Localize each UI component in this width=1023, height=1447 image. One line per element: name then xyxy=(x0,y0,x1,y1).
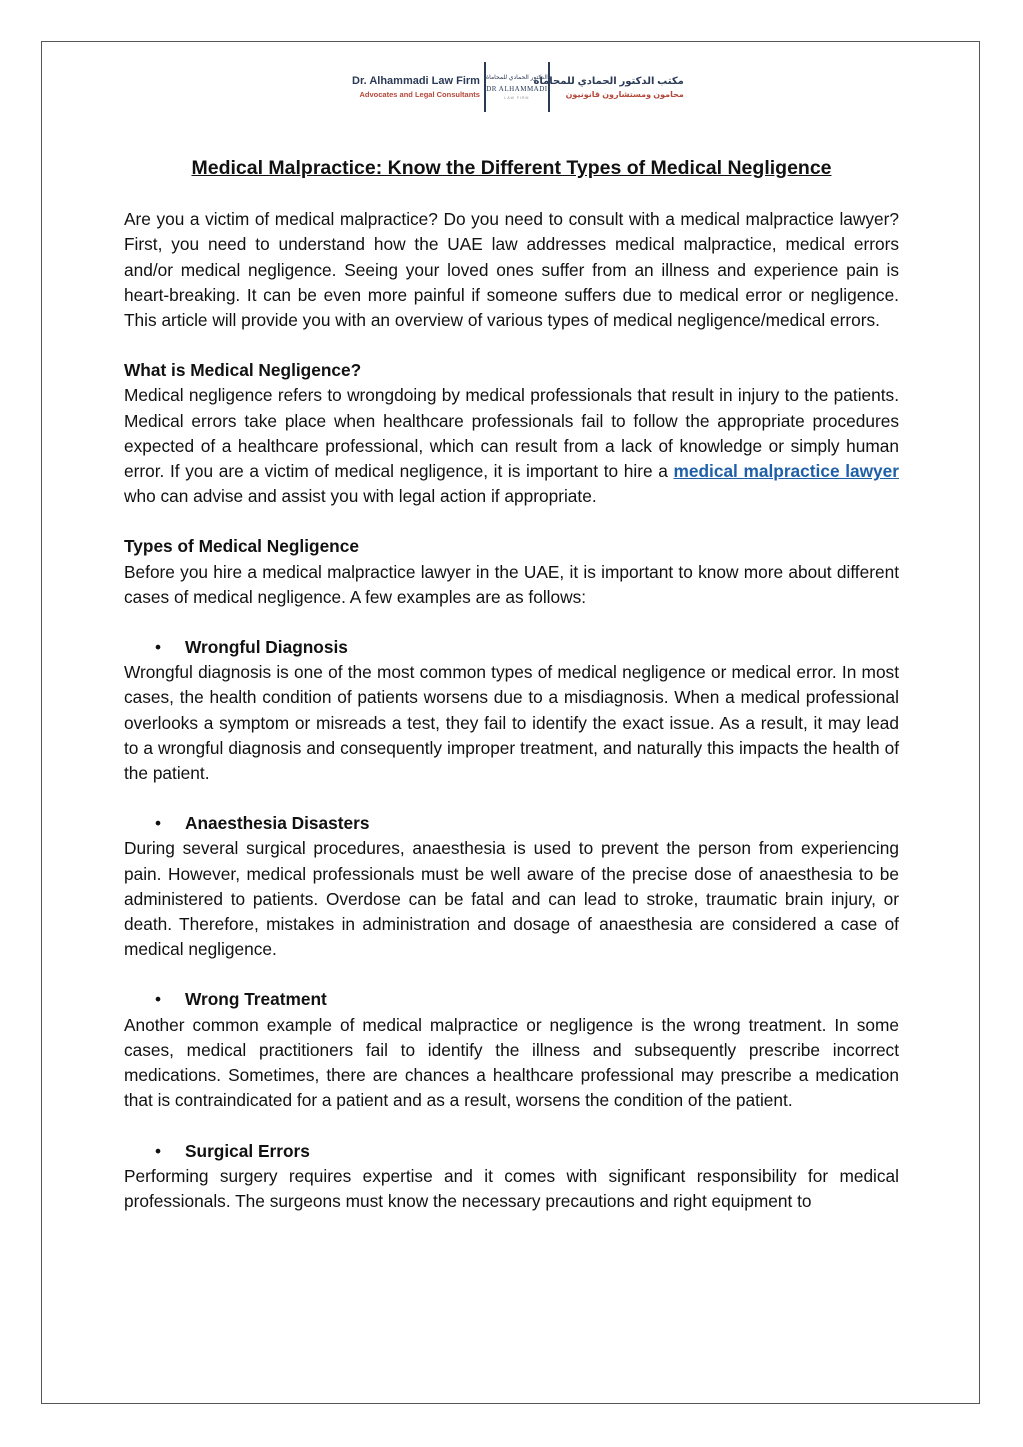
bullet-heading-anaesthesia-disasters xyxy=(124,811,899,836)
intro-paragraph: Are you a victim of medical malpractice? Do you need to consult with a medical malpractice lawyer? First, you need to understand how the UAE law addresses medical malpractice, medical errors and/or medical negligence. Seeing your loved ones suffer from an illness and experience pain is heart-breaking. It can be even more painful if someone suffers due to medical error or negligence. This article will provide you with an overview of various types of medical negligence/medical errors. xyxy=(124,209,899,331)
logo-arabic-tagline: محامون ومستشارون قانونيون xyxy=(565,89,684,99)
firm-logo xyxy=(352,60,682,114)
bullet-icon: • xyxy=(155,813,162,834)
bullet-paragraph-anaesthesia-disasters: During several surgical procedures, anaesthesia is used to prevent the person from experiencing pain. However, medical professionals must be well aware of the precise dose of anaesthesia to be administered to patients. Overdose can be fatal and can lead to stroke, traumatic brain injury, or death. Therefore, mistakes in administration and dosage of anaesthesia are considered a case of medical negligence. xyxy=(124,838,899,960)
logo-mark xyxy=(484,62,550,112)
section-heading-what: What is Medical Negligence? xyxy=(124,360,362,381)
bullet-paragraph-wrong-treatment: Another common example of medical malpractice or negligence is the wrong treatment. In some cases, medical practitioners fail to identify the illness and subsequently prescribe incorrect medications. Sometimes, there are chances a healthcare professional may prescribe a medication that is contraindicated for a patient and as a result, worsens the condition of the patient. xyxy=(124,1014,899,1111)
logo-firm-name: Dr. Alhammadi Law Firm xyxy=(352,75,480,87)
bullet-title: Wrongful Diagnosis xyxy=(185,637,348,658)
logo-mark-arabic: الدكتور الحمادي للمحاماة xyxy=(485,75,548,81)
bullet-heading-surgical-errors xyxy=(124,1139,899,1164)
medical-malpractice-lawyer-link[interactable]: medical malpractice lawyer xyxy=(673,461,899,482)
bullet-title: Anaesthesia Disasters xyxy=(185,813,370,834)
what-text-after-link: who can advise and assist you with legal action if appropriate. xyxy=(124,486,597,507)
bullet-heading-wrong-treatment xyxy=(124,987,899,1012)
logo-english-block xyxy=(352,75,484,99)
bullet-heading-wrongful-diagnosis xyxy=(124,635,899,660)
logo-mark-english: DR ALHAMMADI xyxy=(486,85,548,93)
section-heading-types: Types of Medical Negligence xyxy=(124,536,359,557)
bullet-icon: • xyxy=(155,1140,162,1161)
bullet-paragraph-wrongful-diagnosis: Wrongful diagnosis is one of the most common types of medical negligence or medical error. In most cases, the health condition of patients worsens due to a misdiagnosis. When a medical professional overlooks a symptom or misreads a test, they fail to identify the exact issue. As a result, it may lead to a wrongful diagnosis and consequently improper treatment, and naturally this impacts the health of the patient. xyxy=(124,662,899,784)
bullet-title: Surgical Errors xyxy=(185,1140,310,1161)
logo-tagline: Advocates and Legal Consultants xyxy=(359,90,480,99)
section-paragraph-types: Before you hire a medical malpractice lawyer in the UAE, it is important to know more about different cases of medical negligence. A few examples are as follows: xyxy=(124,561,899,607)
logo-arabic-name: مكتب الدكتور الحمادي للمحاماة xyxy=(533,75,684,87)
bullet-icon: • xyxy=(155,989,162,1010)
section-paragraph-what xyxy=(124,383,899,509)
what-text-before-link: Medical negligence refers to wrongdoing by medical professionals that result in injury to the patients. Medical errors take place when healthcare professionals fail to follow the appropriate procedures expected of a healthcare professional, which can result from a lack of knowledge or simply human error. If you are a victim of medical negligence, it is important to hire a xyxy=(124,385,899,482)
bullet-icon: • xyxy=(155,637,162,658)
article-title: Medical Malpractice: Know the Different Types of Medical Negligence xyxy=(191,157,832,179)
bullet-paragraph-surgical-errors: Performing surgery requires expertise and it comes with significant responsibility for medical professionals. The surgeons must know the necessary precautions and right equipment to xyxy=(124,1165,899,1211)
bullet-title: Wrong Treatment xyxy=(185,989,327,1010)
logo-mark-sub: LAW FIRM xyxy=(504,96,530,100)
logo-arabic-block xyxy=(533,75,684,99)
article-body xyxy=(124,156,899,1214)
